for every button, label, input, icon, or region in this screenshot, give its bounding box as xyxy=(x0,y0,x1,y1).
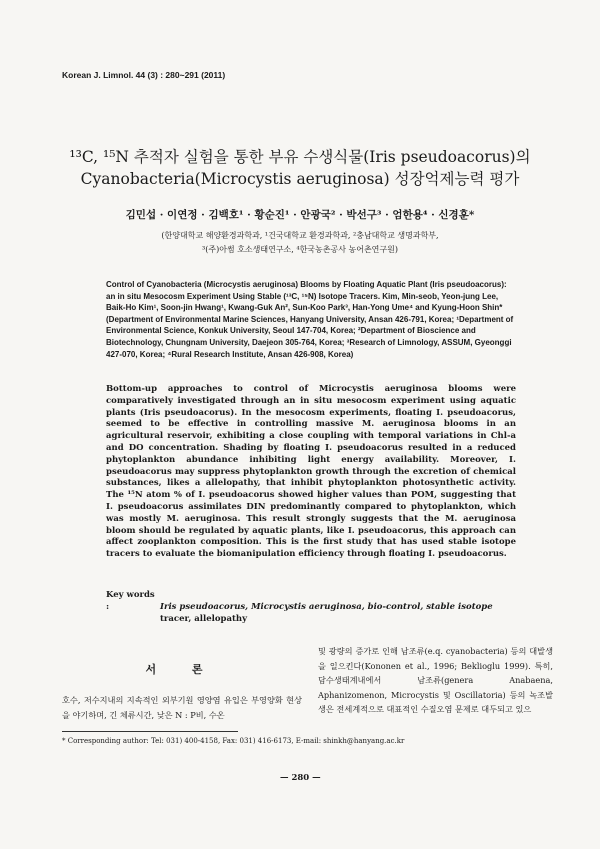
corresponding-author-footnote: * Corresponding author: Tel: 031) 400-4158, Fax: 031) 416-6173, E-mail: shinkh@hanyang.ac.kr xyxy=(62,737,405,745)
footnote-divider xyxy=(62,731,238,732)
intro-left-column: 호수, 저수지내의 지속적인 외부기원 영양염 유입은 부영양화 현상을 야기하며, 긴 체류시간, 낮은 N : P비, 수온 xyxy=(62,695,302,720)
english-authors-affiliations: Kim, Min-seob, Yeon-jung Lee, Baik-Ho Kim¹, Soon-jin Hwang¹, Kwang-Guk An², Sun-Koo Park³, Han-Yong Ume⁴ and Kyung-Hoon Shin* (Department of Environmental Marine Sciences, Hanyang University, Ansan 426-791, Korea; ¹Department of Environmental Science, Konkuk University, Seoul 147-704, Korea; ²Department of Bioscience and Biotechnology, Chungnam University, Daejeon 305-764, Korea; ³Research of Limnology, ASSUM, Gyeonggi 427-070, Korea; ⁴Rural Research Institute, Ansan 426-908, Korea) xyxy=(106,291,514,359)
affiliation-korean-line1: (한양대학교 해양환경과학과, ¹건국대학교 환경과학과, ²충남대학교 생명과학부, xyxy=(161,231,439,240)
section-heading-introduction: 서 론 xyxy=(145,663,219,676)
english-title: Control of Cyanobacteria (Microcystis aeruginosa) Blooms by Floating Aquatic Plant (Iris pseudoacorus): an in situ Mesocosm Experiment Using Stable (¹³C, ¹⁵N) Isotope Tracers. xyxy=(106,280,507,301)
keywords-line2: tracer, allelopathy xyxy=(160,614,248,624)
journal-citation: Korean J. Limnol. 44 (3) : 280~291 (2011) xyxy=(62,70,226,80)
title-korean-line1: ¹³C, ¹⁵N 추적자 실험을 통한 부유 수생식물(Iris pseudoacorus)의 xyxy=(69,148,531,166)
keywords-line1: Iris pseudoacorus, Microcystis aeruginosa, bio-control, stable isotope xyxy=(160,602,493,612)
intro-right-column: 및 광량의 증가로 인해 남조류(e.q. cyanobacteria) 등의 대발생을 일으킨다(Kononen et al., 1996; Beklioglu 1999). 특히, 담수생태계내에서 남조류(genera Anabaena, Aphanizomenon, Microcystis 및 Oscillatoria) 등의 녹조발생은 전세계적으로 대표적인 수질오염 문제로 대두되고 있으 xyxy=(318,646,553,714)
english-title-block xyxy=(106,279,516,360)
authors-korean: 김민섭 · 이연정 · 김백호¹ · 황순진¹ · 안광국² · 박선구³ · 엄한용⁴ · 신경훈* xyxy=(125,209,475,221)
abstract: Bottom-up approaches to control of Microcystis aeruginosa blooms were comparatively investigated through an in situ mesocosm experiment using aquatic plants (Iris pseudoacorus). In the mesocosm experiments, floating I. pseudoacorus, seemed to be effective in controlling massive M. aeruginosa blooms in an agricultural reservoir, exhibiting a close coupling with temporal variations in Chl-a and DO concentration. Shading by floating I. pseudoacorus resulted in a reduced phytoplankton abundance inhibiting light energy availability. Moreover, I. pseudoacorus may suppress phytoplankton growth through the excretion of chemical substances, likes a allelopathy, that inhibit phytoplankton photosynthetic activity. The ¹⁵N atom % of I. pseudoacorus showed higher values than POM, suggesting that I. pseudoacorus assimilates DIN predominantly compared to phytoplankton, which was mostly M. aeruginosa. This result strongly suggests that the M. aeruginosa bloom should be regulated by aquatic plants, like I. pseudoacorus, this approach can affect zooplankton composition. This is the first study that has used stable isotope tracers to evaluate the biomanipulation efficiency through floating I. pseudoacorus. xyxy=(106,384,516,560)
title-korean-line2: Cyanobacteria(Microcystis aeruginosa) 성장억제능력 평가 xyxy=(80,170,520,188)
page-number: — 280 — xyxy=(280,773,321,783)
keywords-label: Key words : xyxy=(106,590,155,612)
keywords xyxy=(106,589,516,625)
affiliation-korean-line2: ³(주)아썸 호소생태연구소, ⁴한국농촌공사 농어촌연구원) xyxy=(202,245,398,254)
